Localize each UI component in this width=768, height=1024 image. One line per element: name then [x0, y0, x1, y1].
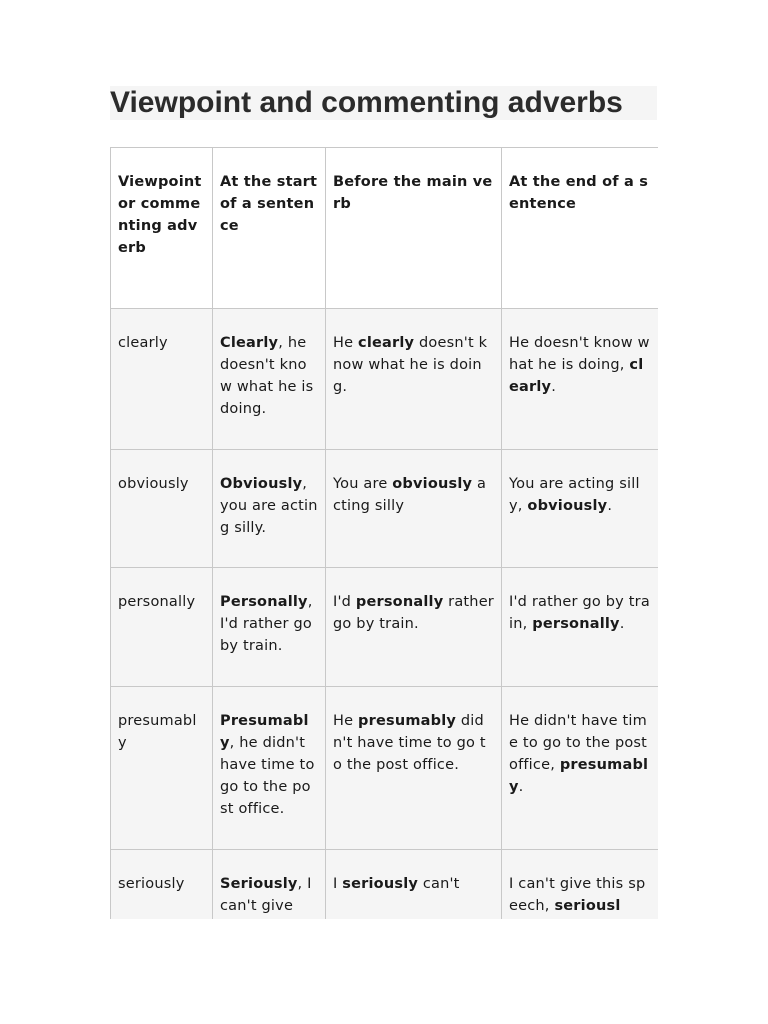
sentence-text: You are — [333, 476, 393, 492]
sentence-text: , you are acting silly. — [220, 476, 318, 536]
sentence-text: can't — [418, 876, 460, 892]
start-cell — [213, 450, 326, 568]
adverb-emphasis: personally — [532, 616, 620, 632]
header-before-verb: Before the main verb — [326, 148, 502, 309]
sentence-text: , he didn't have time to go to the post office. — [220, 735, 315, 817]
before-verb-cell — [326, 309, 502, 450]
before-verb-cell — [326, 450, 502, 568]
sentence-text: . — [551, 379, 557, 395]
sentence-text: He — [333, 713, 359, 729]
adverb-emphasis: Personally — [220, 594, 308, 610]
sentence-text: He — [333, 335, 359, 351]
adverb-emphasis: Obviously — [220, 476, 303, 492]
start-cell — [213, 568, 326, 687]
table-row — [111, 450, 659, 568]
adverb-table — [110, 147, 658, 919]
adverb-emphasis: seriousl — [554, 898, 621, 914]
adverb-emphasis: Seriously — [220, 876, 298, 892]
end-cell — [502, 568, 659, 687]
start-cell — [213, 309, 326, 450]
adverb-emphasis: clearly — [358, 335, 415, 351]
adverb-emphasis: seriously — [342, 876, 419, 892]
sentence-text: He doesn't know what he is doing, — [509, 335, 650, 373]
sentence-text: You are acting silly, — [509, 476, 640, 514]
sentence-text: didn't have time to go to the post office. — [333, 713, 486, 773]
adverb-emphasis: clearly — [509, 357, 644, 395]
adverb-cell: presumably — [111, 687, 213, 850]
sentence-text: I — [333, 876, 343, 892]
adverb-emphasis: obviously — [527, 498, 608, 514]
table-row — [111, 568, 659, 687]
end-cell — [502, 450, 659, 568]
sentence-text: He didn't have time to go to the post office, — [509, 713, 648, 773]
sentence-text: . — [518, 779, 524, 795]
sentence-text: I'd — [333, 594, 356, 610]
sentence-text: , I'd rather go by train. — [220, 594, 313, 654]
before-verb-cell — [326, 687, 502, 850]
end-cell — [502, 850, 659, 920]
end-cell — [502, 309, 659, 450]
before-verb-cell — [326, 850, 502, 920]
sentence-text: . — [619, 616, 625, 632]
header-start: At the start of a sentence — [213, 148, 326, 309]
sentence-text: I can't give this speech, — [509, 876, 646, 914]
sentence-text: doesn't know what he is doing. — [333, 335, 488, 395]
sentence-text: , he doesn't know what he is doing. — [220, 335, 314, 417]
adverb-cell: obviously — [111, 450, 213, 568]
adverb-emphasis: personally — [355, 594, 444, 610]
adverb-emphasis: obviously — [392, 476, 473, 492]
sentence-text: . — [607, 498, 613, 514]
header-adverb: Viewpoint or commenting adverb — [111, 148, 213, 309]
adverb-emphasis: presumably — [358, 713, 457, 729]
table-row — [111, 687, 659, 850]
sentence-text: I'd rather go by train, — [509, 594, 650, 632]
table-header-row — [111, 148, 659, 309]
table-row — [111, 850, 659, 920]
table-row — [111, 309, 659, 450]
start-cell — [213, 687, 326, 850]
adverb-table-container — [110, 147, 658, 919]
adverb-emphasis: presumably — [509, 757, 649, 795]
start-cell — [213, 850, 326, 920]
sentence-text: rather go by train. — [333, 594, 494, 632]
adverb-emphasis: Presumably — [220, 713, 309, 751]
before-verb-cell — [326, 568, 502, 687]
adverb-cell: seriously — [111, 850, 213, 920]
sentence-text: acting silly — [333, 476, 487, 514]
header-end: At the end of a sentence — [502, 148, 659, 309]
page-title: Viewpoint and commenting adverbs — [110, 86, 657, 120]
adverb-cell: clearly — [111, 309, 213, 450]
sentence-text: , I can't give — [220, 876, 312, 914]
adverb-cell: personally — [111, 568, 213, 687]
end-cell — [502, 687, 659, 850]
adverb-emphasis: Clearly — [220, 335, 279, 351]
